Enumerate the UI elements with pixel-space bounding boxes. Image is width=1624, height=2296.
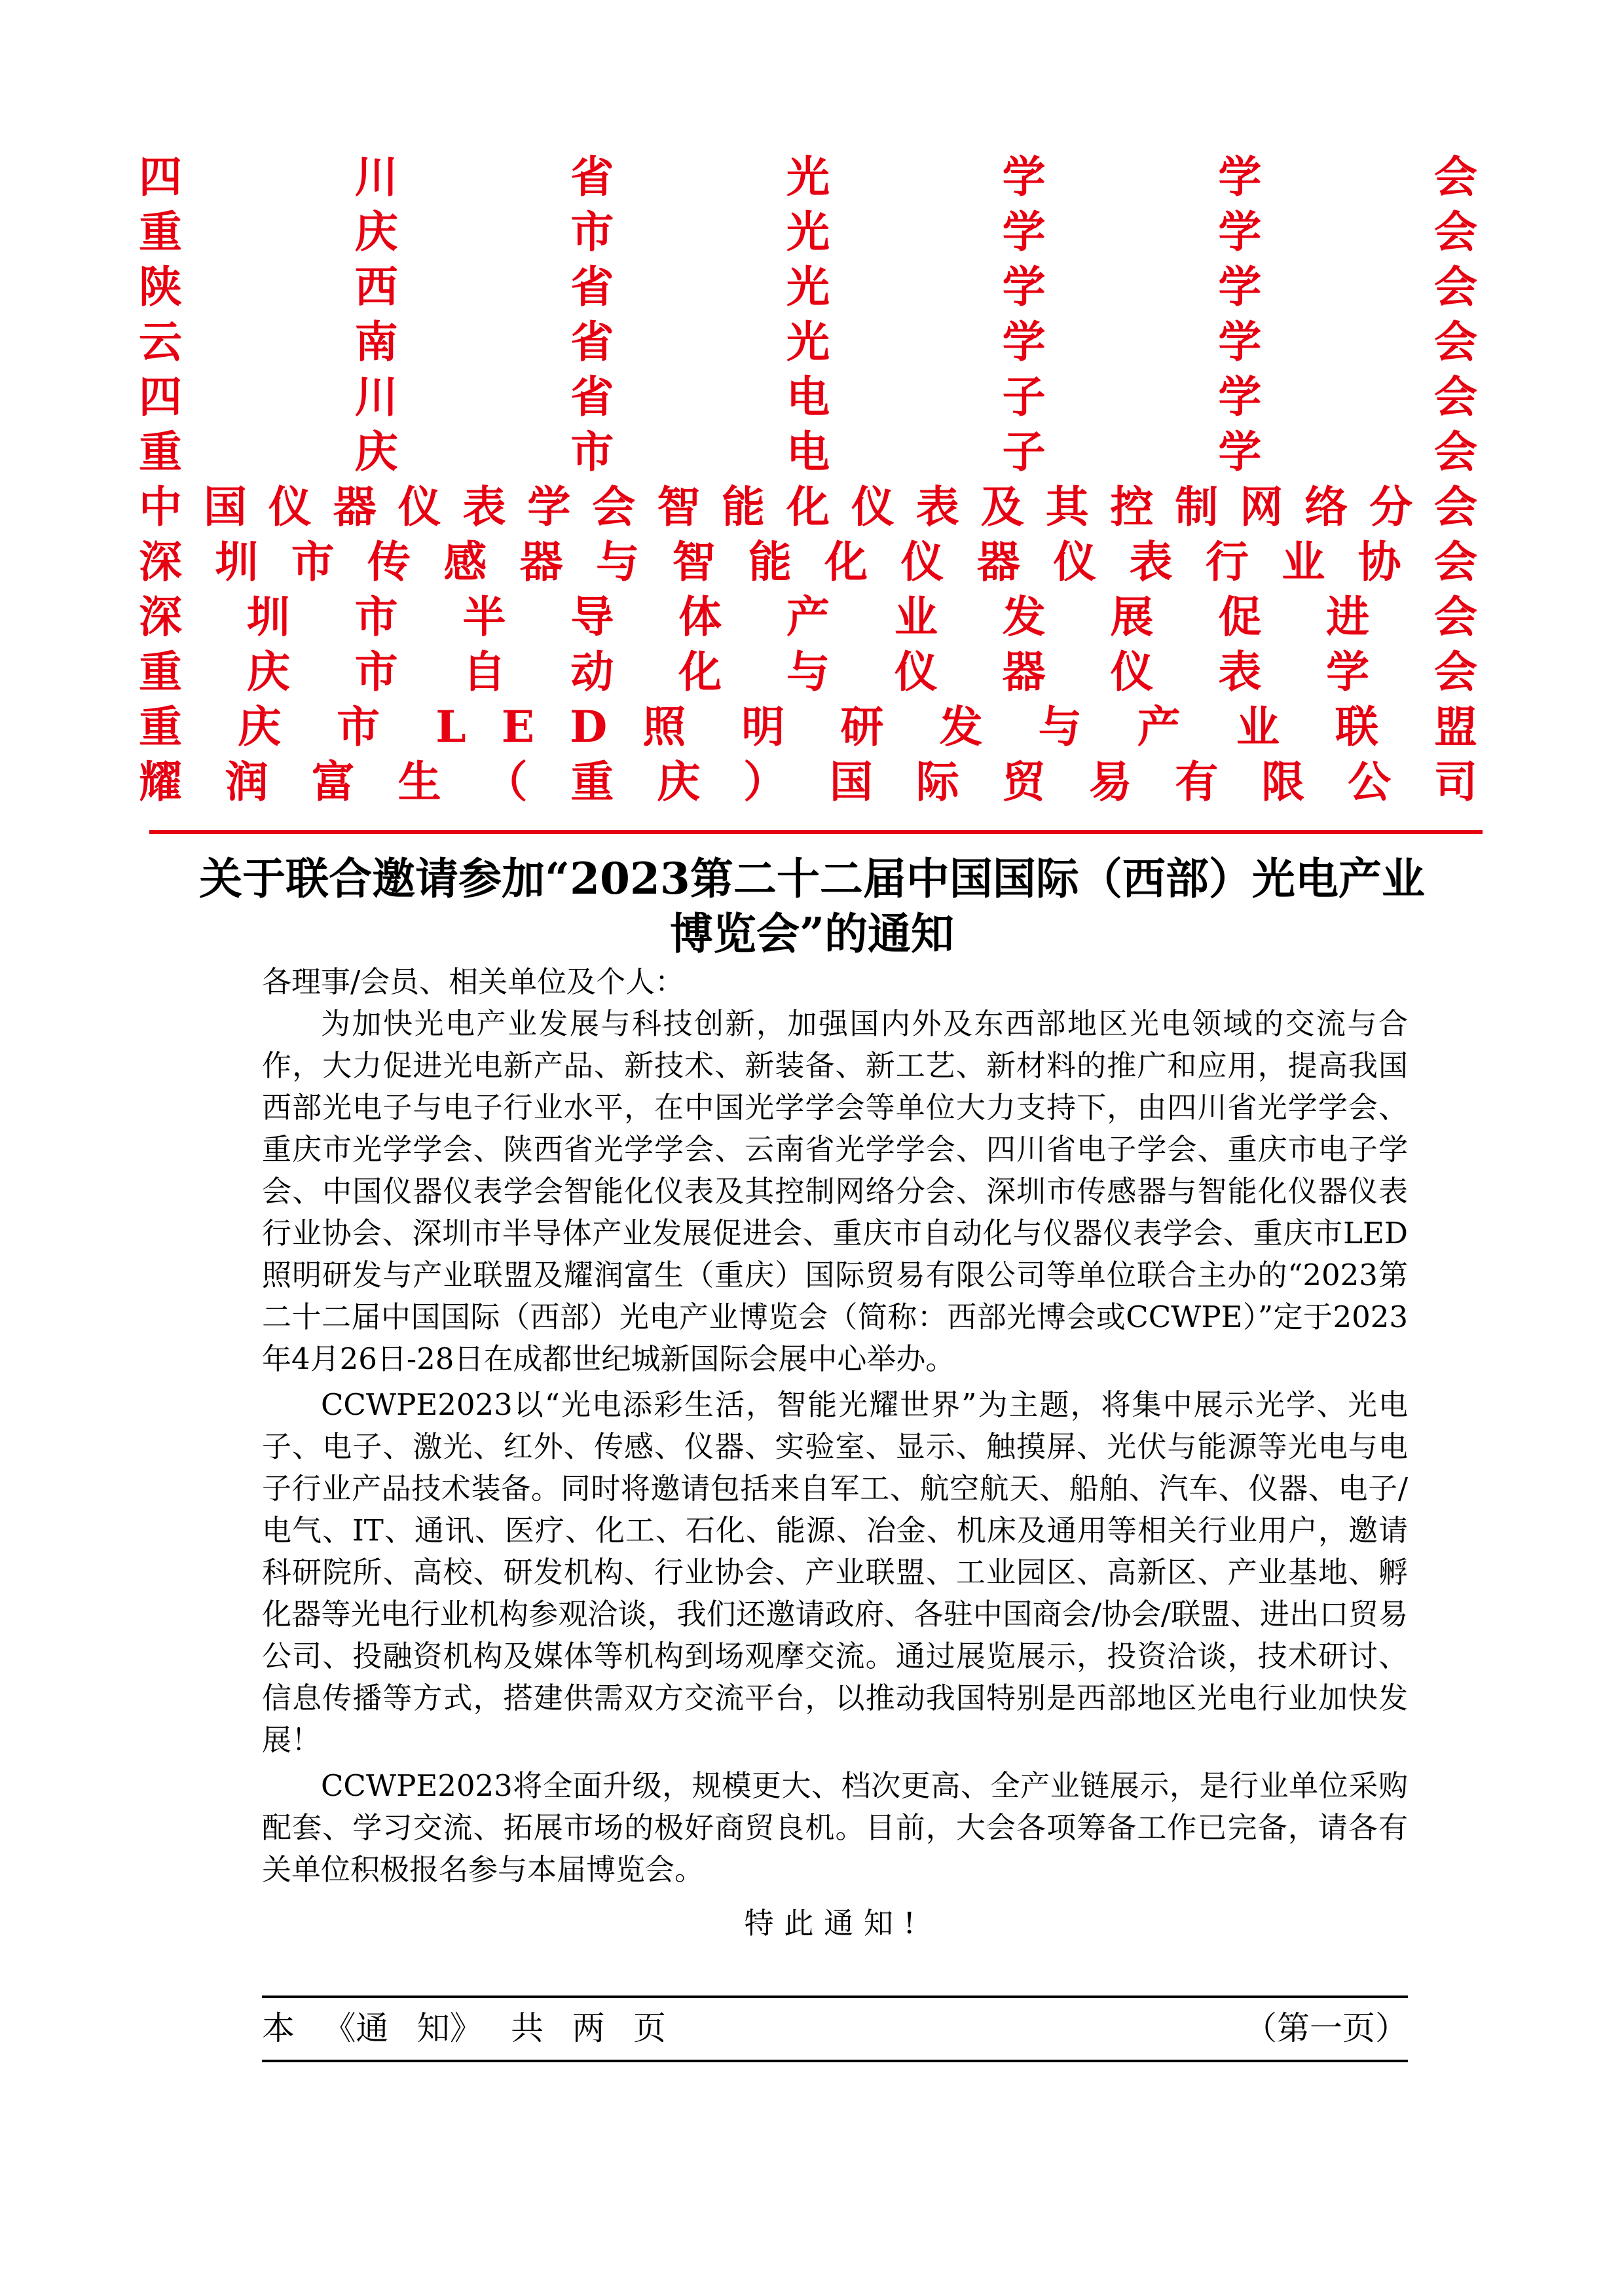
organizer-name: 陕 西 省 光 学 学 会: [139, 261, 1477, 312]
organizer-name: 四 川 省 电 子 学 会: [139, 371, 1477, 422]
document-body: [262, 961, 1408, 1974]
footer-bottom-divider: [262, 2060, 1408, 2062]
body-paragraph: CCWPE2023将全面升级，规模更大、档次更高、全产业链展示，是行业单位采购配套、学习交流、拓展市场的极好商贸良机。目前，大会各项筹备工作已完备，请各有关单位积极报名参与本届博览会。: [262, 1768, 1408, 1887]
organizer-name: 四 川 省 光 学 学 会: [139, 151, 1477, 202]
body-paragraph: CCWPE2023以“光电添彩生活，智能光耀世界”为主题，将集中展示光学、光电子、电子、激光、红外、传感、仪器、实验室、显示、触摸屏、光伏与能源等光电与电子行业产品技术装备。同时将邀请包括来自军工、航空航天、船舶、汽车、仪器、电子/电气、IT、通讯、医疗、化工、石化、能源、冶金、机床及通用等相关行业用户，邀请科研院所、高校、研发机构、行业协会、产业联盟、工业园区、高新区、产业基地、孵化器等光电行业机构参观洽谈，我们还邀请政府、各驻中国商会/协会/联盟、进出口贸易公司、投融资机构及媒体等机构到场观摩交流。通过展览展示，投资洽谈，技术研讨、信息传播等方式，搭建供需双方交流平台，以推动我国特别是西部地区光电行业加快发展！: [262, 1387, 1408, 1757]
body-paragraph: 为加快光电产业发展与科技创新，加强国内外及东西部地区光电领域的交流与合作，大力促进光电新产品、新技术、新装备、新工艺、新材料的推广和应用，提高我国西部光电子与电子行业水平，在中国光学学会等单位大力支持下，由四川省光学学会、重庆市光学学会、陕西省光学学会、云南省光学学会、四川省电子学会、重庆市电子学会、中国仪器仪表学会智能化仪表及其控制网络分会、深圳市传感器与智能化仪器仪表行业协会、深圳市半导体产业发展促进会、重庆市自动化与仪器仪表学会、重庆市LED照明研发与产业联盟及耀润富生（重庆）国际贸易有限公司等单位联合主办的“2023第二十二届中国国际（西部）光电产业博览会（简称：西部光博会或CCWPE）”定于2023年4月26日-28日在成都世纪城新国际会展中心举办。: [262, 1006, 1408, 1376]
salutation: 各理事/会员、相关单位及个人：: [262, 964, 685, 999]
organizer-name: 云 南 省 光 学 学 会: [139, 316, 1477, 367]
organizer-name: 重 庆 市 电 子 学 会: [139, 426, 1477, 477]
organizer-name: 重 庆 市 光 学 学 会: [139, 206, 1477, 257]
organizer-name: 深 圳 市 半 导 体 产 业 发 展 促 进 会: [139, 591, 1477, 642]
organizer-list: [139, 149, 1477, 809]
organizer-name: 耀 润 富 生 （ 重 庆 ） 国 际 贸 易 有 限 公 司: [139, 756, 1477, 807]
closing-line: 特此通知!: [744, 1906, 926, 1941]
organizer-name: 深 圳 市 传 感 器 与 智 能 化 仪 器 仪 表 行 业 协 会: [139, 536, 1477, 587]
header-divider: [149, 830, 1483, 834]
organizer-name: 重 庆 市 L E D 照 明 研 发 与 产 业 联 盟: [139, 701, 1477, 752]
document-title: 关于联合邀请参加“2023第二十二届中国国际（西部）光电产业博览会”的通知: [199, 853, 1425, 959]
footer-top-divider: [262, 1995, 1408, 1998]
organizer-name: 重 庆 市 自 动 化 与 仪 器 仪 表 学 会: [139, 646, 1477, 697]
page-footer: [262, 2002, 1408, 2054]
organizer-name: 中 国 仪 器 仪 表 学 会 智 能 化 仪 表 及 其 控 制 网 络 分 会: [139, 481, 1477, 532]
footer-page-count: 本 《通 知》 共 两 页: [262, 2009, 666, 2047]
footer-page-number: （第一页）: [1244, 2009, 1408, 2047]
